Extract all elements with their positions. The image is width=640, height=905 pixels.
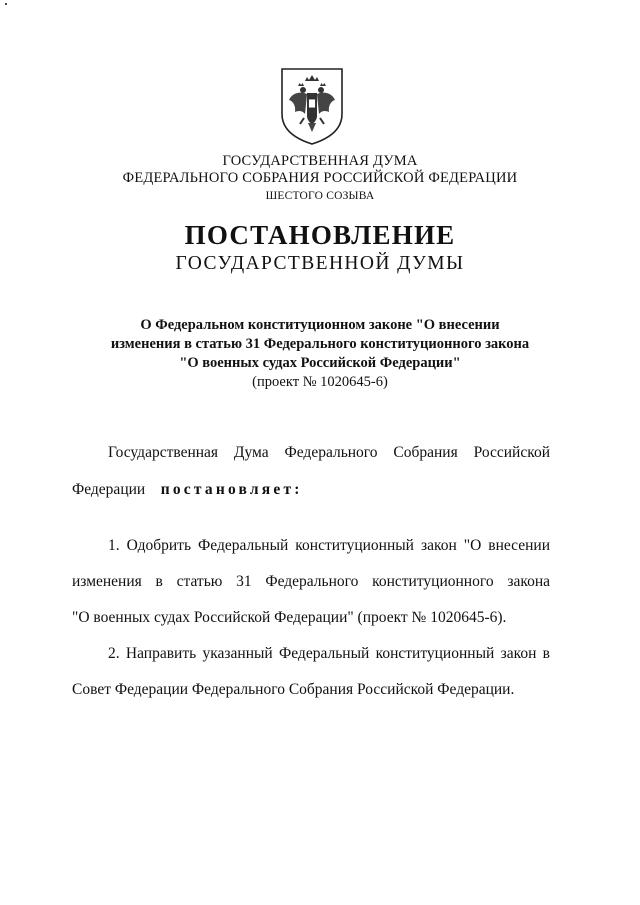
preamble-line1: Государственная Дума Федерального Собрания Российской <box>108 444 550 461</box>
document-type-subtitle: ГОСУДАРСТВЕННОЙ ДУМЫ <box>175 253 465 274</box>
preamble-line2 <box>72 481 303 499</box>
scan-mark <box>5 3 7 5</box>
item2-line1: 2. Направить указанный Федеральный конституционный закон в <box>108 645 550 662</box>
org-name-line2: ФЕДЕРАЛЬНОГО СОБРАНИЯ РОССИЙСКОЙ ФЕДЕРАЦИИ <box>122 170 518 186</box>
decree-word: постановляет: <box>160 481 303 498</box>
bill-number: (проект № 1020645-6) <box>252 374 388 390</box>
item2-line2: Совет Федерации Федерального Собрания Российской Федерации. <box>72 681 515 698</box>
subject-line1: О Федеральном конституционном законе "О внесении <box>140 317 500 333</box>
document-type-title: ПОСТАНОВЛЕНИЕ <box>184 220 456 250</box>
preamble-line2-start: Федерации <box>72 481 146 498</box>
subject-line3: "О военных судах Российской Федерации" <box>179 355 461 371</box>
russian-coat-of-arms-icon <box>278 66 346 146</box>
item1-line3: "О военных судах Российской Федерации" (проект № 1020645-6). <box>72 609 507 626</box>
subject-line2: изменения в статью 31 Федерального конституционного закона <box>110 336 530 352</box>
convocation-line: ШЕСТОГО СОЗЫВА <box>265 190 375 202</box>
item1-line1: 1. Одобрить Федеральный конституционный закон "О внесении <box>108 537 550 554</box>
item1-line2: изменения в статью 31 Федерального конституционного закона <box>72 573 550 590</box>
org-name-line1: ГОСУДАРСТВЕННАЯ ДУМА <box>222 153 418 169</box>
